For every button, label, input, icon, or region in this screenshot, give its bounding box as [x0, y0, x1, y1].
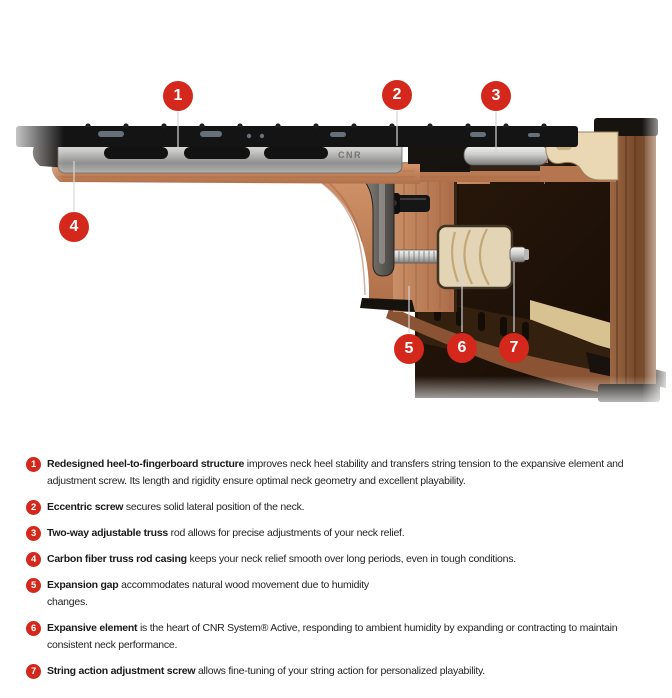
expansive-element: [438, 226, 512, 288]
callout-badge-2: 2: [382, 80, 412, 110]
heel-cap: [360, 298, 415, 312]
legend-text-7: String action adjustment screw allows fine-tuning of your string action for personalized playability.: [47, 665, 485, 677]
fingerboard: [16, 123, 578, 147]
truss-rod-end: [464, 145, 548, 165]
casing-slots: [104, 147, 328, 159]
legend-text-3: Two-way adjustable truss rod allows for precise adjustments of your neck relief.: [47, 527, 405, 539]
bottom-fade: [370, 376, 672, 414]
callout-badge-4: 4: [59, 212, 89, 242]
legend-bullet-6: 6: [26, 621, 41, 636]
string-action-screw: [510, 247, 526, 262]
callout-badge-1: 1: [163, 81, 193, 111]
legend-text-4: Carbon fiber truss rod casing keeps your neck relief smooth over long periods, even in tough conditions.: [47, 553, 516, 565]
legend-item-4: [26, 551, 652, 568]
legend-text-5: Expansion gap accommodates natural wood movement due to humidity changes.: [47, 579, 369, 608]
string-action-screw-tip: [524, 249, 529, 260]
legend-item-6: [26, 620, 652, 654]
legend-text-1: Redesigned heel-to-fingerboard structure improves neck heel stability and transfers string tension to the expansive element and adjustment screw. Its length and rigidity ensure optimal neck geometry and excellent playability.: [47, 458, 624, 487]
legend-item-1: [26, 456, 652, 490]
legend-item-3: [26, 525, 652, 542]
callout-badge-3: 3: [481, 81, 511, 111]
legend-bullet-3: 3: [26, 526, 41, 541]
callout-badge-6: 6: [447, 333, 477, 363]
legend-text-2: Eccentric screw secures solid lateral position of the neck.: [47, 501, 305, 513]
legend-bullet-7: 7: [26, 664, 41, 679]
legend-text-6: Expansive element is the heart of CNR System® Active, responding to ambient humidity by expanding or contracting to maintain consistent neck performance.: [47, 622, 618, 651]
legend-bullet-1: 1: [26, 457, 41, 472]
right-fade: [642, 100, 672, 420]
legend-item-7: [26, 663, 652, 680]
legend: [0, 440, 672, 680]
callout-badge-7: 7: [499, 333, 529, 363]
callout-badge-5: 5: [394, 334, 424, 364]
legend-item-2: [26, 499, 652, 516]
legend-item-5: [26, 577, 652, 611]
legend-bullet-5: 5: [26, 578, 41, 593]
left-fade: [0, 108, 64, 238]
legend-bullet-2: 2: [26, 500, 41, 515]
legend-bullet-4: 4: [26, 552, 41, 567]
cnr-engraving: CNR: [338, 150, 362, 160]
